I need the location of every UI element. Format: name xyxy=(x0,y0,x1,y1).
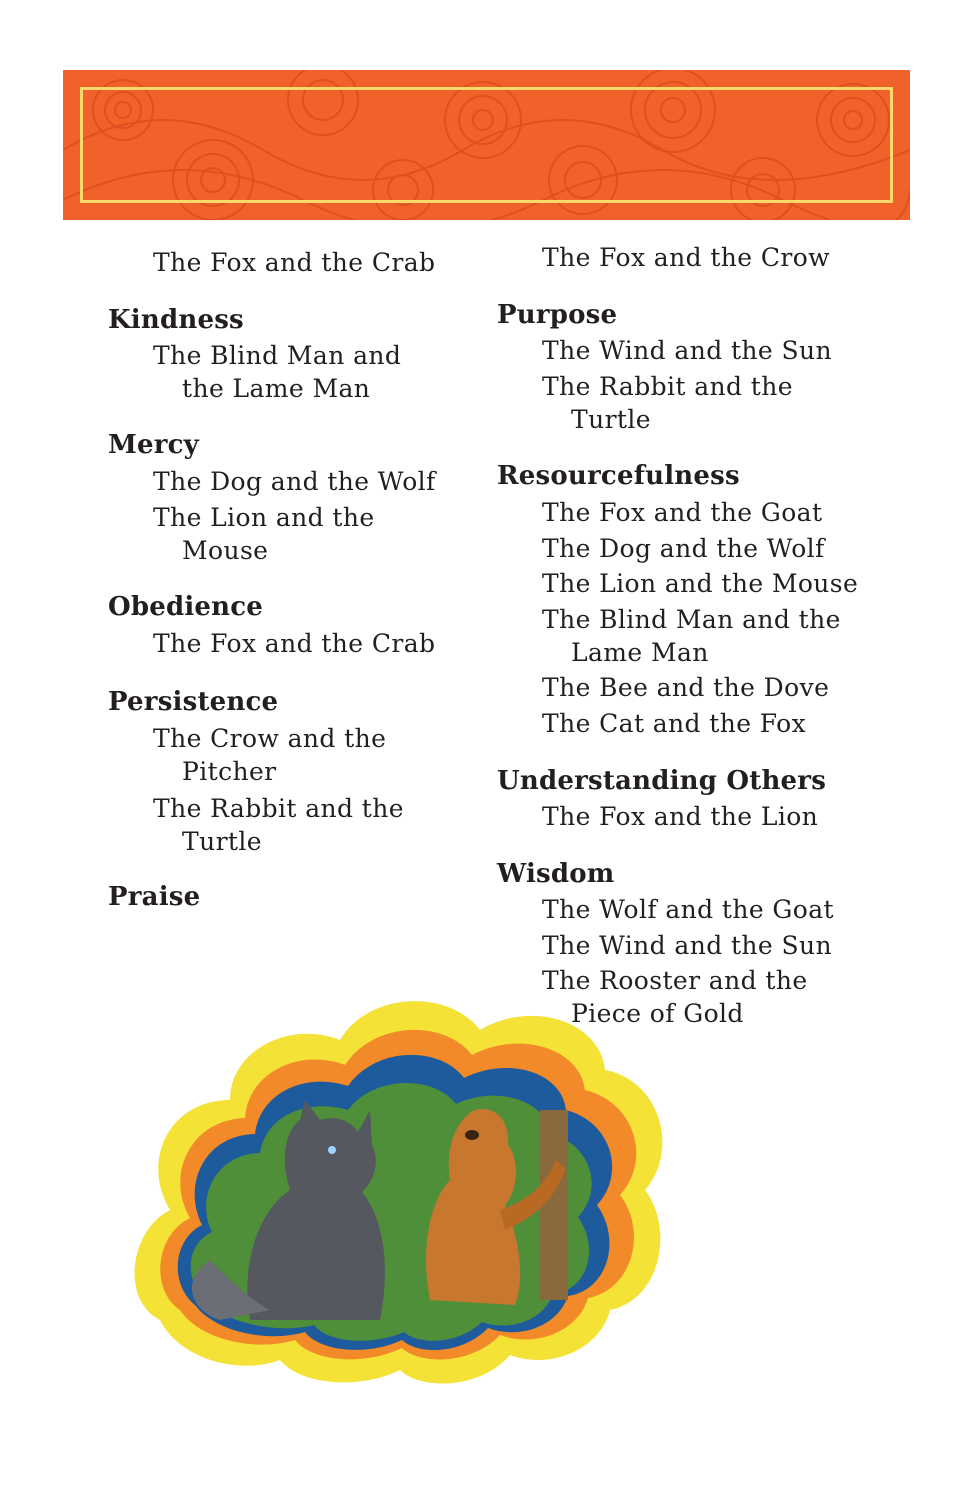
story-title-entry xyxy=(542,893,834,926)
story-title-entry xyxy=(153,501,375,567)
story-title-entry xyxy=(542,603,841,669)
banner-frame xyxy=(80,87,893,203)
story-title-entry xyxy=(542,567,858,600)
theme-heading-purpose: Purpose xyxy=(497,300,618,330)
story-title-entry xyxy=(542,800,818,833)
theme-heading-kindness: Kindness xyxy=(108,305,244,335)
story-title-entry xyxy=(542,496,822,529)
story-title-entry xyxy=(153,722,386,788)
cloud-frame xyxy=(135,1001,663,1383)
story-title-entry xyxy=(542,334,832,367)
theme-heading-praise: Praise xyxy=(108,882,201,912)
story-title-line: The Dog and the Wolf xyxy=(542,534,825,563)
story-title-line: The Fox and the Crab xyxy=(153,248,436,277)
theme-heading-wisdom: Wisdom xyxy=(497,859,615,889)
story-title-continuation: Turtle xyxy=(182,827,262,856)
theme-heading-mercy: Mercy xyxy=(108,430,199,460)
story-title-line: The Blind Man and the xyxy=(542,605,841,634)
story-title-continuation: Piece of Gold xyxy=(571,999,744,1028)
story-title-entry xyxy=(542,707,806,740)
theme-heading-resourcefulness: Resourcefulness xyxy=(497,461,740,491)
theme-heading-understanding-others: Understanding Others xyxy=(497,766,827,796)
story-title-line: The Blind Man and xyxy=(153,341,402,370)
story-title-line: The Wolf and the Goat xyxy=(542,895,834,924)
story-title-entry xyxy=(542,929,832,962)
story-title-line: The Dog and the Wolf xyxy=(153,467,436,496)
story-title-entry xyxy=(153,339,401,405)
story-title-continuation: Mouse xyxy=(182,536,269,565)
story-title-entry xyxy=(153,792,404,858)
story-title-line: The Cat and the Fox xyxy=(542,709,807,738)
story-title-line: The Rooster and the xyxy=(542,966,808,995)
story-title-line: The Lion and the Mouse xyxy=(542,569,859,598)
story-title-line: The Wind and the Sun xyxy=(542,931,832,960)
story-title-entry xyxy=(542,241,830,274)
story-title-entry xyxy=(153,465,436,498)
story-title-entry xyxy=(542,370,793,436)
illustration-wolf-and-dog xyxy=(100,960,680,1400)
story-title-line: The Crow and the xyxy=(153,724,387,753)
theme-heading-obedience: Obedience xyxy=(108,592,264,622)
story-title-entry xyxy=(153,627,435,660)
story-title-entry xyxy=(542,671,829,704)
tree-trunk xyxy=(540,1110,568,1300)
story-title-line: The Fox and the Crab xyxy=(153,629,436,658)
theme-heading-persistence: Persistence xyxy=(108,687,279,717)
story-title-entry xyxy=(542,532,825,565)
story-title-continuation: the Lame Man xyxy=(182,374,371,403)
story-title-continuation: Lame Man xyxy=(571,638,709,667)
story-title-line: The Fox and the Crow xyxy=(542,243,830,272)
story-title-line: The Rabbit and the xyxy=(153,794,404,823)
story-title-line: The Wind and the Sun xyxy=(542,336,832,365)
story-title-line: The Bee and the Dove xyxy=(542,673,830,702)
header-banner xyxy=(63,70,910,220)
story-title-entry xyxy=(153,246,435,279)
story-title-line: The Lion and the xyxy=(153,503,375,532)
story-title-line: The Rabbit and the xyxy=(542,372,793,401)
story-title-continuation: Turtle xyxy=(571,405,651,434)
story-title-continuation: Pitcher xyxy=(182,757,277,786)
story-title-line: The Fox and the Lion xyxy=(542,802,819,831)
story-title-line: The Fox and the Goat xyxy=(542,498,823,527)
